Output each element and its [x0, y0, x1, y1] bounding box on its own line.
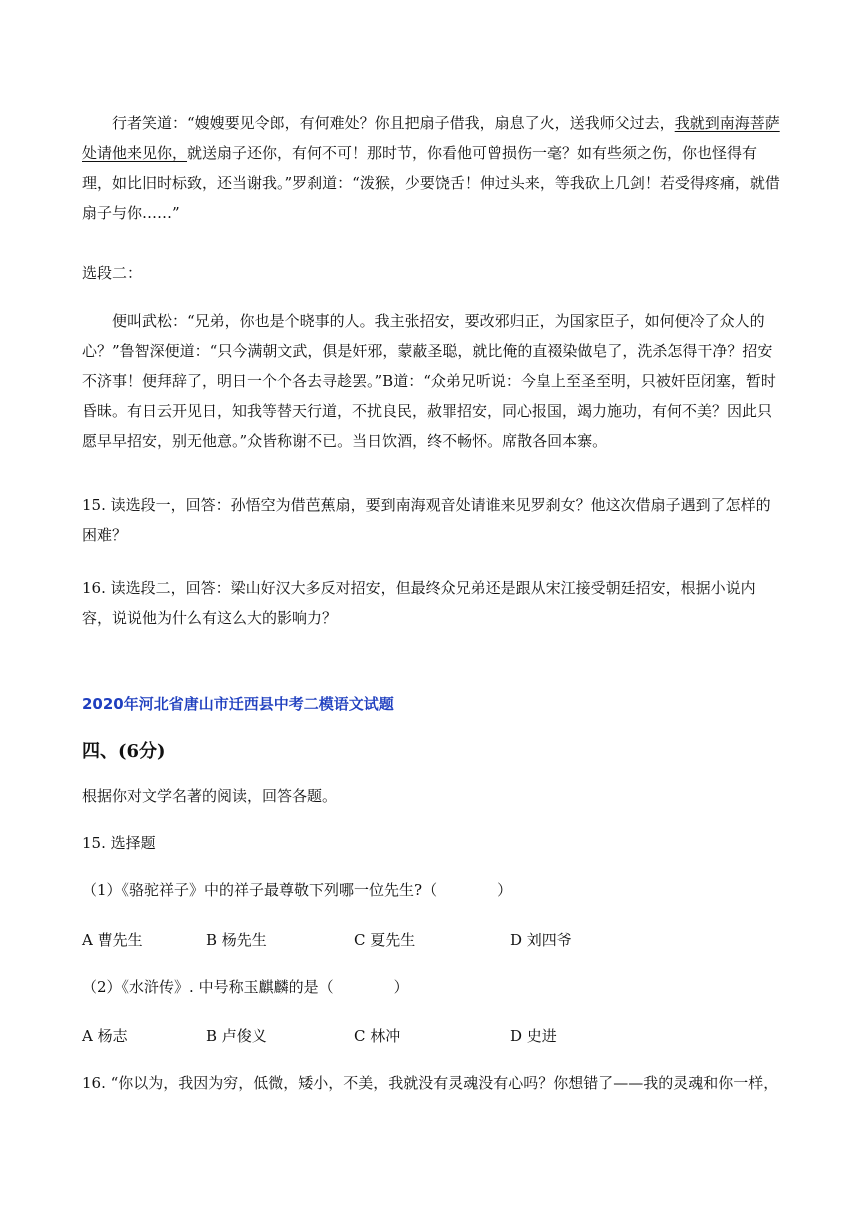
- passage-one-text-b: 就送扇子还你，有何不可！那时节，你看他可曾损伤一毫？如有些须之伤，你也怪得有理，如比旧时标致，还当谢我。”罗刹道：“泼猴，少要饶舌！伸过头来，等我砍上几剑！若受得疼痛，就借扇子与你……”: [82, 144, 780, 222]
- sub-question-1: （1）《骆驼祥子》中的祥子最尊敬下列哪一位先生?（ ）: [82, 881, 513, 899]
- question-16-quote: 16. “你以为，我因为穷，低微，矮小，不美，我就没有灵魂没有心吗？你想错了——我的灵魂和你一样，: [82, 1074, 779, 1092]
- passage-one: [82, 108, 782, 228]
- option-b: B 卢俊义: [206, 1027, 267, 1045]
- section-four-heading: 四、(6分): [82, 741, 166, 762]
- passage-one-underlined: 我就到南海菩萨处请他来见你，: [82, 114, 780, 162]
- option-d: D 史进: [510, 1027, 557, 1045]
- option-c: C 夏先生: [354, 931, 416, 949]
- question-15-label: 15. 选择题: [82, 834, 156, 852]
- question-16-reading: 16. 读选段二，回答：梁山好汉大多反对招安，但最终众兄弟还是跟从宋江接受朝廷招安，根据小说内容，说说他为什么有这么大的影响力？: [82, 579, 756, 627]
- passage-two: 便叫武松：“兄弟，你也是个晓事的人。我主张招安，要改邪归正，为国家臣子，如何便冷了众人的心？”鲁智深便道：“只今满朝文武，俱是奸邪，蒙蔽圣聪，就比俺的直裰染做皂了，洗杀怎得干净？招安不济事！便拜辞了，明日一个个各去寻趁罢。”B道：“众弟兄听说：今皇上至圣至明，只被奸臣闭塞，暂时昏昧。有日云开见日，知我等替天行道，不扰良民，赦罪招安，同心报国，竭力施功，有何不美？因此只愿早早招安，别无他意。”众皆称谢不已。当日饮酒，终不畅怀。席散各回本寨。: [82, 312, 776, 450]
- question-15-reading: 15. 读选段一，回答：孙悟空为借芭蕉扇，要到南海观音处请谁来见罗刹女？他这次借扇子遇到了怎样的困难？: [82, 496, 771, 544]
- sub-question-2: （2）《水浒传》. 中号称玉麒麟的是（ ）: [82, 978, 409, 996]
- passage-one-text-a: 行者笑道：“嫂嫂要见令郎，有何难处？你且把扇子借我，扇息了火，送我师父过去，: [112, 114, 675, 132]
- option-b: B 杨先生: [206, 931, 267, 949]
- option-a: A 杨志: [82, 1027, 128, 1045]
- exam-title: 2020年河北省唐山市迁西县中考二模语文试题: [82, 695, 394, 713]
- sub-question-1-options: [82, 925, 782, 955]
- sub-question-2-options: [82, 1021, 782, 1051]
- option-d: D 刘四爷: [510, 931, 572, 949]
- section-two-label: 选段二：: [82, 264, 143, 282]
- instruction-text: 根据你对文学名著的阅读，回答各题。: [82, 787, 338, 805]
- option-c: C 林冲: [354, 1027, 401, 1045]
- option-a: A 曹先生: [82, 931, 143, 949]
